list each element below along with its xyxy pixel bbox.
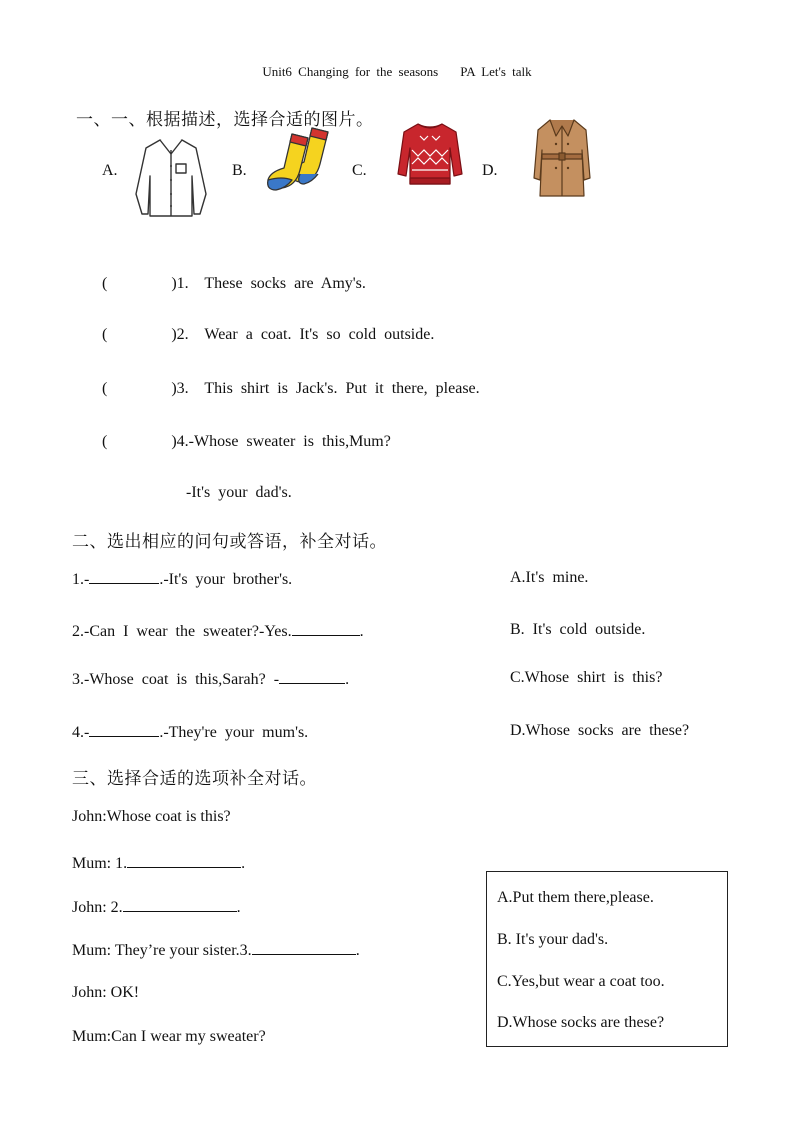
s2-option-d: D.Whose socks are these? [510, 722, 690, 739]
s2-question-2: 2.-Can I wear the sweater?-Yes. . [72, 623, 364, 640]
s2-option-b: B. It's cold outside. [510, 621, 646, 638]
s2-option-a: A.It's mine. [510, 569, 589, 586]
answer-blank[interactable] [279, 669, 345, 684]
option-c-label: C. [352, 162, 367, 179]
sweater-icon [396, 118, 464, 190]
option-a-label: A. [102, 162, 118, 179]
box-option-a: A.Put them there,please. [497, 889, 654, 906]
socks-icon [262, 124, 338, 192]
s1-item-3: ( )3. This shirt is Jack's. Put it there, please. [102, 380, 480, 397]
coat-icon [532, 116, 592, 200]
answer-blank[interactable] [292, 621, 360, 636]
section1-title: 一、一、根据描述，选择合适的图片。 [76, 110, 374, 130]
box-option-b: B. It's your dad's. [497, 931, 609, 948]
answer-blank[interactable] [89, 722, 159, 737]
s2-question-4: 4.- .-They're your mum's. [72, 724, 309, 741]
s3-line-5: John: OK! [72, 984, 140, 1001]
answer-blank[interactable] [89, 569, 159, 584]
header-lesson: PA Let's talk [460, 64, 532, 79]
option-b-label: B. [232, 162, 247, 179]
section2-title: 二、选出相应的问句或答语，补全对话。 [72, 532, 387, 552]
s2-question-1: 1.- .-It's your brother's. [72, 571, 293, 588]
shirt-icon [130, 136, 212, 218]
options-box [486, 871, 728, 1047]
s1-item-4-answer: -It's your dad's. [186, 484, 292, 501]
answer-blank[interactable] [127, 853, 241, 868]
s3-line-1: John:Whose coat is this? [72, 808, 231, 825]
s3-line-3: John: 2. . [72, 899, 241, 916]
s1-item-2: ( )2. Wear a coat. It's so cold outside. [102, 326, 435, 343]
answer-blank[interactable] [123, 897, 237, 912]
box-option-d: D.Whose socks are these? [497, 1014, 665, 1031]
header-unit-title: Unit6 Changing for the seasons [262, 64, 439, 79]
s1-item-1: ( )1. These socks are Amy's. [102, 275, 366, 292]
answer-blank[interactable] [252, 940, 356, 955]
box-option-c: C.Yes,but wear a coat too. [497, 973, 665, 990]
s3-line-4: Mum: They’re your sister.3. . [72, 942, 360, 959]
option-d-label: D. [482, 162, 498, 179]
s1-item-4: ( )4.-Whose sweater is this,Mum? [102, 433, 391, 450]
section3-title: 三、选择合适的选项补全对话。 [72, 769, 317, 789]
s3-line-2: Mum: 1. . [72, 855, 246, 872]
s2-question-3: 3.-Whose coat is this,Sarah? - . [72, 671, 350, 688]
s3-line-6: Mum:Can I wear my sweater? [72, 1028, 266, 1045]
page-header [0, 64, 794, 80]
s2-option-c: C.Whose shirt is this? [510, 669, 663, 686]
